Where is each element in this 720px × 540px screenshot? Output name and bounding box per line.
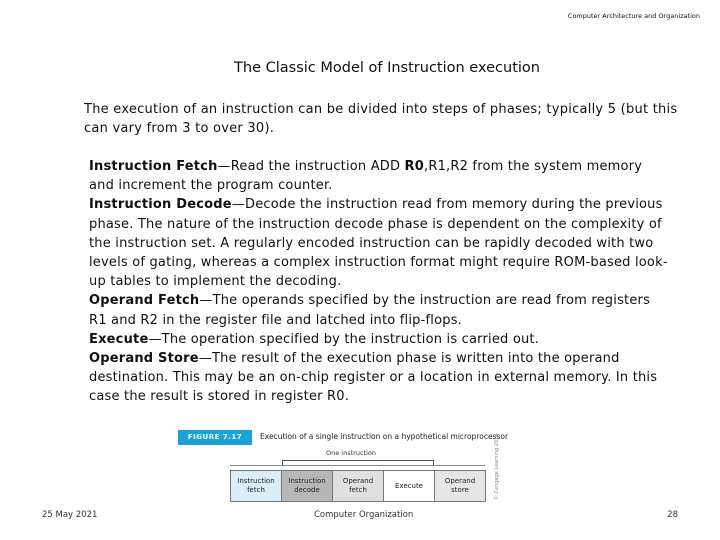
phase-item-operand-fetch xyxy=(89,291,669,329)
footer-center-label: Computer Organization xyxy=(314,510,414,520)
phase-boxes xyxy=(230,470,486,502)
phase-box-instruction-decode: Instruction decode xyxy=(282,471,333,501)
phase-text: —The result of the execution phase is written into the operand destination. This may be an on-chip register or a location in external memory. In this case the result is stored in register R0. xyxy=(89,351,658,405)
phase-box-instruction-fetch: Instruction fetch xyxy=(231,471,282,501)
figure-span-label: One instruction xyxy=(326,449,376,457)
slide-title: The Classic Model of Instruction execution xyxy=(234,60,540,76)
footer-date: 25 May 2021 xyxy=(42,510,98,520)
phase-item-instruction-fetch xyxy=(89,157,669,195)
phase-box-operand-fetch: Operand fetch xyxy=(333,471,384,501)
phase-list xyxy=(89,157,669,407)
phase-text: —The operation specified by the instruction is carried out. xyxy=(148,331,540,347)
phase-box-execute: Execute xyxy=(384,471,435,501)
phase-box-operand-store: Operand store xyxy=(435,471,485,501)
phase-name: Instruction Decode xyxy=(89,197,232,213)
page-number: 28 xyxy=(667,510,678,520)
phase-text: ,R1,R2 from the system memory and increment the program counter. xyxy=(89,159,643,194)
running-header: Computer Architecture and Organization xyxy=(567,12,700,20)
figure-credit: © Cengage Learning 2014 xyxy=(494,433,500,500)
phase-text: —The operands specified by the instruction are read from registers R1 and R2 in the register file and latched into flip-flops. xyxy=(89,293,651,328)
phase-name: Operand Store xyxy=(89,351,199,367)
figure-caption: Execution of a single instruction on a hypothetical microprocessor xyxy=(260,432,509,441)
phase-name: Execute xyxy=(89,331,149,347)
phase-name: Operand Fetch xyxy=(89,293,200,309)
phase-text: —Decode the instruction read from memory during the previous phase. The nature of the instruction decode phase is dependent on the complexity of the instruction set. A regularly encoded instruction can be rapidly decoded with two levels of gating, whereas a complex instruction format might require ROM-based look-up tables to implement the decoding. xyxy=(89,197,668,290)
phase-item-execute xyxy=(89,330,669,349)
figure-divider xyxy=(230,465,485,466)
figure-badge: FIGURE 7.17 xyxy=(178,430,252,445)
phase-item-operand-store xyxy=(89,349,669,407)
phase-name: Instruction Fetch xyxy=(89,159,218,174)
phase-item-instruction-decode xyxy=(89,195,669,291)
phase-text: —Read the instruction ADD xyxy=(217,159,405,174)
figure-instruction-phases xyxy=(176,426,516,504)
intro-paragraph: The execution of an instruction can be divided into steps of phases; typically 5 (but this can vary from 3 to over 30). xyxy=(84,102,678,136)
register-r0: R0 xyxy=(404,159,425,174)
